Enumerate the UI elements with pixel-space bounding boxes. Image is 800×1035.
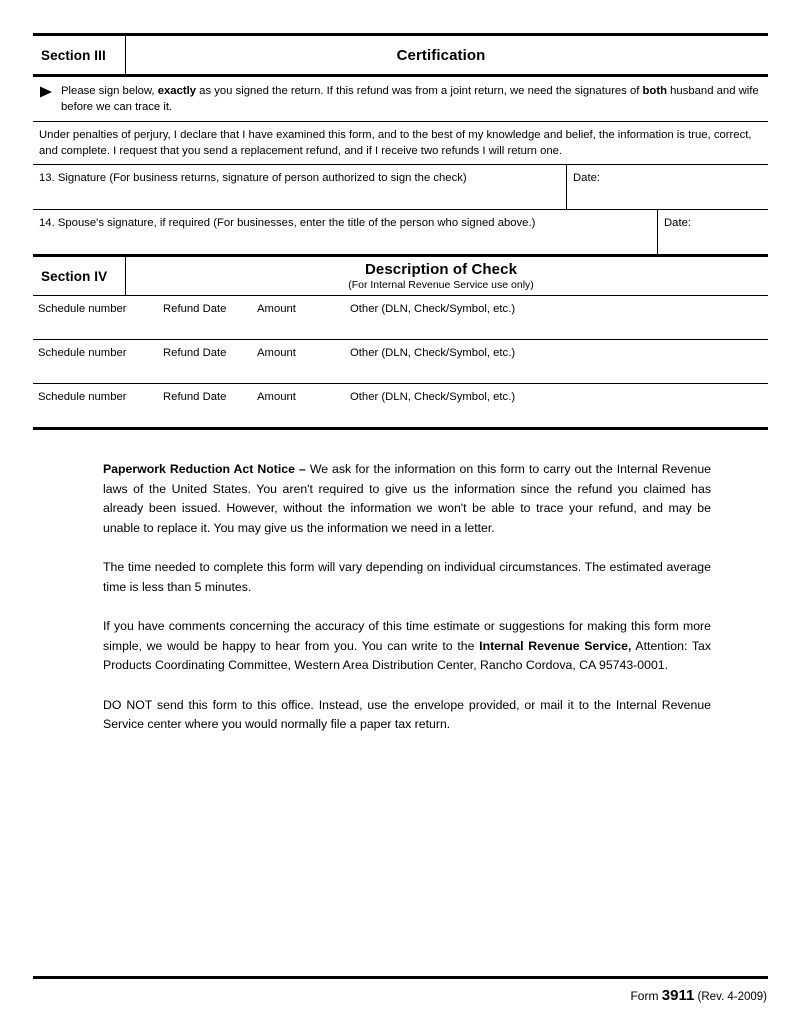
section-iv-title: Description of Check (364, 261, 518, 278)
footer-revision: (Rev. 4-2009) (694, 991, 767, 1003)
table-row (33, 340, 768, 383)
other-label: Other (DLN, Check/Symbol, etc.) (350, 303, 516, 315)
section-iii-header-row (33, 36, 768, 77)
amount-label: Amount (257, 303, 296, 315)
section-iv-header-row (33, 257, 768, 296)
instruction-bold-exactly: exactly (157, 85, 197, 97)
notice-paragraph-1 (103, 460, 711, 538)
section-iii-title-cell (126, 36, 768, 74)
notice-paragraph-3-part-a: If you have comments concerning the accuracy of this time estimate or suggestions for making this form more simple, we would be happy to hear from you. You can write to the (103, 619, 711, 653)
other-label: Other (DLN, Check/Symbol, etc.) (350, 347, 516, 359)
check-description-row (33, 384, 768, 430)
instruction-part-1: Please sign below, (61, 85, 158, 97)
notice-paragraph-4: DO NOT send this form to this office. Instead, use the envelope provided, or mail it to the Internal Revenue Service center where you would normally file a paper tax return. (103, 697, 711, 731)
section-iii-title: Certification (396, 46, 486, 64)
signature-14 (33, 210, 768, 254)
instruction-part-2: as you signed the return. If this refund was from a joint return, we need the signatures of (196, 85, 643, 97)
form-table-block (33, 33, 768, 430)
schedule-number-label: Schedule number (38, 303, 127, 315)
check-description-row (33, 340, 768, 384)
table-row (33, 384, 768, 427)
refund-date-label: Refund Date (163, 347, 227, 359)
perjury-statement: Under penalties of perjury, I declare that I have examined this form, and to the best of my knowledge and belief, the information is true, correct, and complete. I request that you send a replacement refund, and if I receive two refunds I will return one. (39, 129, 752, 157)
notice-paragraph-2: The time needed to complete this form will vary depending on individual circumstances. The estimated average time is less than 5 minutes. (103, 560, 711, 594)
notice-title: Paperwork Reduction Act Notice – (103, 462, 306, 476)
instruction-part-3: husband and wife before we can trace it. (61, 85, 759, 113)
footer-form-number: 3911 (661, 987, 695, 1004)
certification-instruction (33, 77, 768, 121)
amount-label: Amount (257, 347, 296, 359)
signature-14-date-label: Date: (664, 217, 692, 229)
schedule-number-label: Schedule number (38, 391, 127, 403)
paperwork-reduction-act-notice (103, 460, 711, 735)
signature-13-row (33, 165, 768, 210)
section-iv-header (33, 257, 768, 295)
table-row (33, 296, 768, 339)
perjury-row (33, 122, 768, 165)
refund-date-label: Refund Date (163, 391, 227, 403)
signature-14-label: 14. Spouse's signature, if required (For businesses, enter the title of the person who signed above.) (39, 217, 536, 229)
section-iii-header (33, 36, 768, 74)
refund-date-label: Refund Date (163, 303, 227, 315)
notice-paragraph-3-part-b: Attention: Tax Products Coordinating Committee, Western Area Distribution Center, Rancho Cordova, CA 95743-0001. (103, 638, 711, 672)
schedule-number-label: Schedule number (38, 347, 127, 359)
section-iv-label: Section IV (41, 268, 108, 284)
amount-label: Amount (257, 391, 296, 403)
notice-paragraph-3 (103, 617, 711, 676)
certification-instruction-text (59, 83, 760, 115)
signature-13 (33, 165, 768, 209)
other-label: Other (DLN, Check/Symbol, etc.) (350, 391, 516, 403)
section-iv-title-cell (126, 257, 768, 295)
right-triangle-bullet-icon (39, 83, 59, 115)
notice-paragraph-1-text: We ask for the information on this form to carry out the Internal Revenue laws of the United States. You aren't required to give us the information since the refund you claimed has already been issued. However, without the information we won't be able to trace your refund, and may be unable to replace it. You may give us the information we need in a letter. (103, 462, 711, 535)
signature-13-date-label: Date: (573, 172, 601, 184)
signature-13-label: 13. Signature (For business returns, signature of person authorized to sign the check) (39, 172, 467, 184)
section-iii-label: Section III (41, 47, 106, 63)
irs-name-bold: Internal Revenue Service, (479, 638, 632, 653)
footer-form-word: Form (630, 989, 662, 1003)
footer-form-identifier (630, 987, 767, 1004)
certification-instruction-row (33, 77, 768, 122)
section-iv-subtitle: (For Internal Revenue Service use only) (348, 279, 534, 291)
check-description-row (33, 296, 768, 340)
signature-14-row (33, 210, 768, 257)
footer-divider (33, 976, 768, 979)
instruction-bold-both: both (642, 85, 667, 97)
